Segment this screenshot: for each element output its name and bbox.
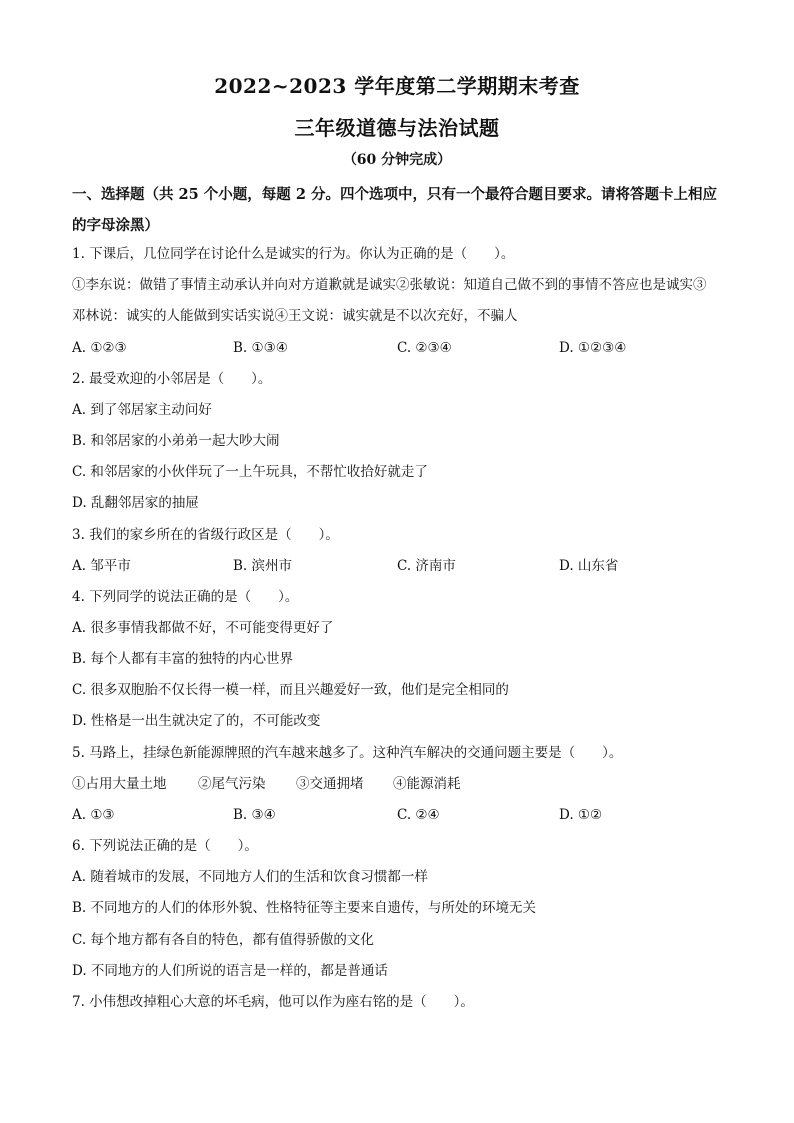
option-c: C. 每个地方都有各自的特色，都有值得骄傲的文化 [72,932,374,948]
option-b: B. ①③④ [233,340,288,356]
exam-title: 2022~2023 学年度第二学期期末考查 [214,74,580,98]
question-stem: 6. 下列说法正确的是（ ）。 [72,838,258,854]
material-item: ④能源消耗 [393,776,461,792]
option-d: D. 山东省 [559,558,619,574]
option-c: C. 济南市 [397,558,456,574]
question-stem: 7. 小伟想改掉粗心大意的坏毛病，他可以作为座右铭的是（ ）。 [72,994,474,1010]
question-stem: 5. 马路上，挂绿色新能源牌照的汽车越来越多了。这种汽车解决的交通问题主要是（ ）。 [72,745,623,761]
option-c: C. ②④ [397,807,440,823]
question-stem: 3. 我们的家乡所在的省级行政区是（ ）。 [72,527,339,543]
option-b: B. 不同地方的人们的体形外貌、性格特征等主要来自遗传，与所处的环境无关 [72,900,537,916]
option-c: C. 很多双胞胎不仅长得一模一样，而且兴趣爱好一致，他们是完全相同的 [72,682,509,698]
material-item: ③交通拥堵 [296,776,364,792]
exam-time-note: （60 分钟完成） [342,152,452,168]
material-item: ①占用大量土地 [72,776,167,792]
option-d: D. 性格是一出生就决定了的，不可能改变 [72,713,321,729]
option-b: B. 滨州市 [233,558,293,574]
option-a: A. 邹平市 [72,558,131,574]
option-d: D. 乱翻邻居家的抽屉 [72,495,199,511]
question-material: 邓林说：诚实的人能做到实话实说④王文说：诚实就是不以次充好，不骗人 [72,308,518,324]
option-b: B. 和邻居家的小弟弟一起大吵大闹 [72,433,280,449]
option-a: A. 很多事情我都做不好，不可能变得更好了 [72,620,334,636]
question-stem: 4. 下列同学的说法正确的是（ ）。 [72,589,299,605]
option-a: A. 到了邻居家主动问好 [72,402,212,418]
option-b: B. ③④ [233,807,276,823]
option-a: A. 随着城市的发展，不同地方人们的生活和饮食习惯都一样 [72,869,428,885]
exam-subject-title: 三年级道德与法治试题 [294,116,500,140]
option-d: D. 不同地方的人们所说的语言是一样的，都是普通话 [72,963,388,979]
question-material: ①李东说：做错了事情主动承认并向对方道歉就是诚实②张敏说：知道自己做不到的事情不答应也是诚实③ [72,277,707,293]
question-stem: 1. 下课后，几位同学在讨论什么是诚实的行为。你认为正确的是（ ）。 [72,246,515,262]
option-a: A. ①③ [72,807,115,823]
option-c: C. 和邻居家的小伙伴玩了一上午玩具，不帮忙收拾好就走了 [72,464,428,480]
material-item: ②尾气污染 [198,776,266,792]
option-a: A. ①②③ [72,340,127,356]
section-header-choice: 一、选择题（共 25 个小题，每题 2 分。四个选项中，只有一个最符合题目要求。请将答题卡上相应的字母涂黑） [72,186,717,234]
option-d: D. ①②③④ [559,340,627,356]
option-d: D. ①② [559,807,603,823]
option-b: B. 每个人都有丰富的独特的内心世界 [72,651,294,667]
option-c: C. ②③④ [397,340,452,356]
question-stem: 2. 最受欢迎的小邻居是（ ）。 [72,371,272,387]
